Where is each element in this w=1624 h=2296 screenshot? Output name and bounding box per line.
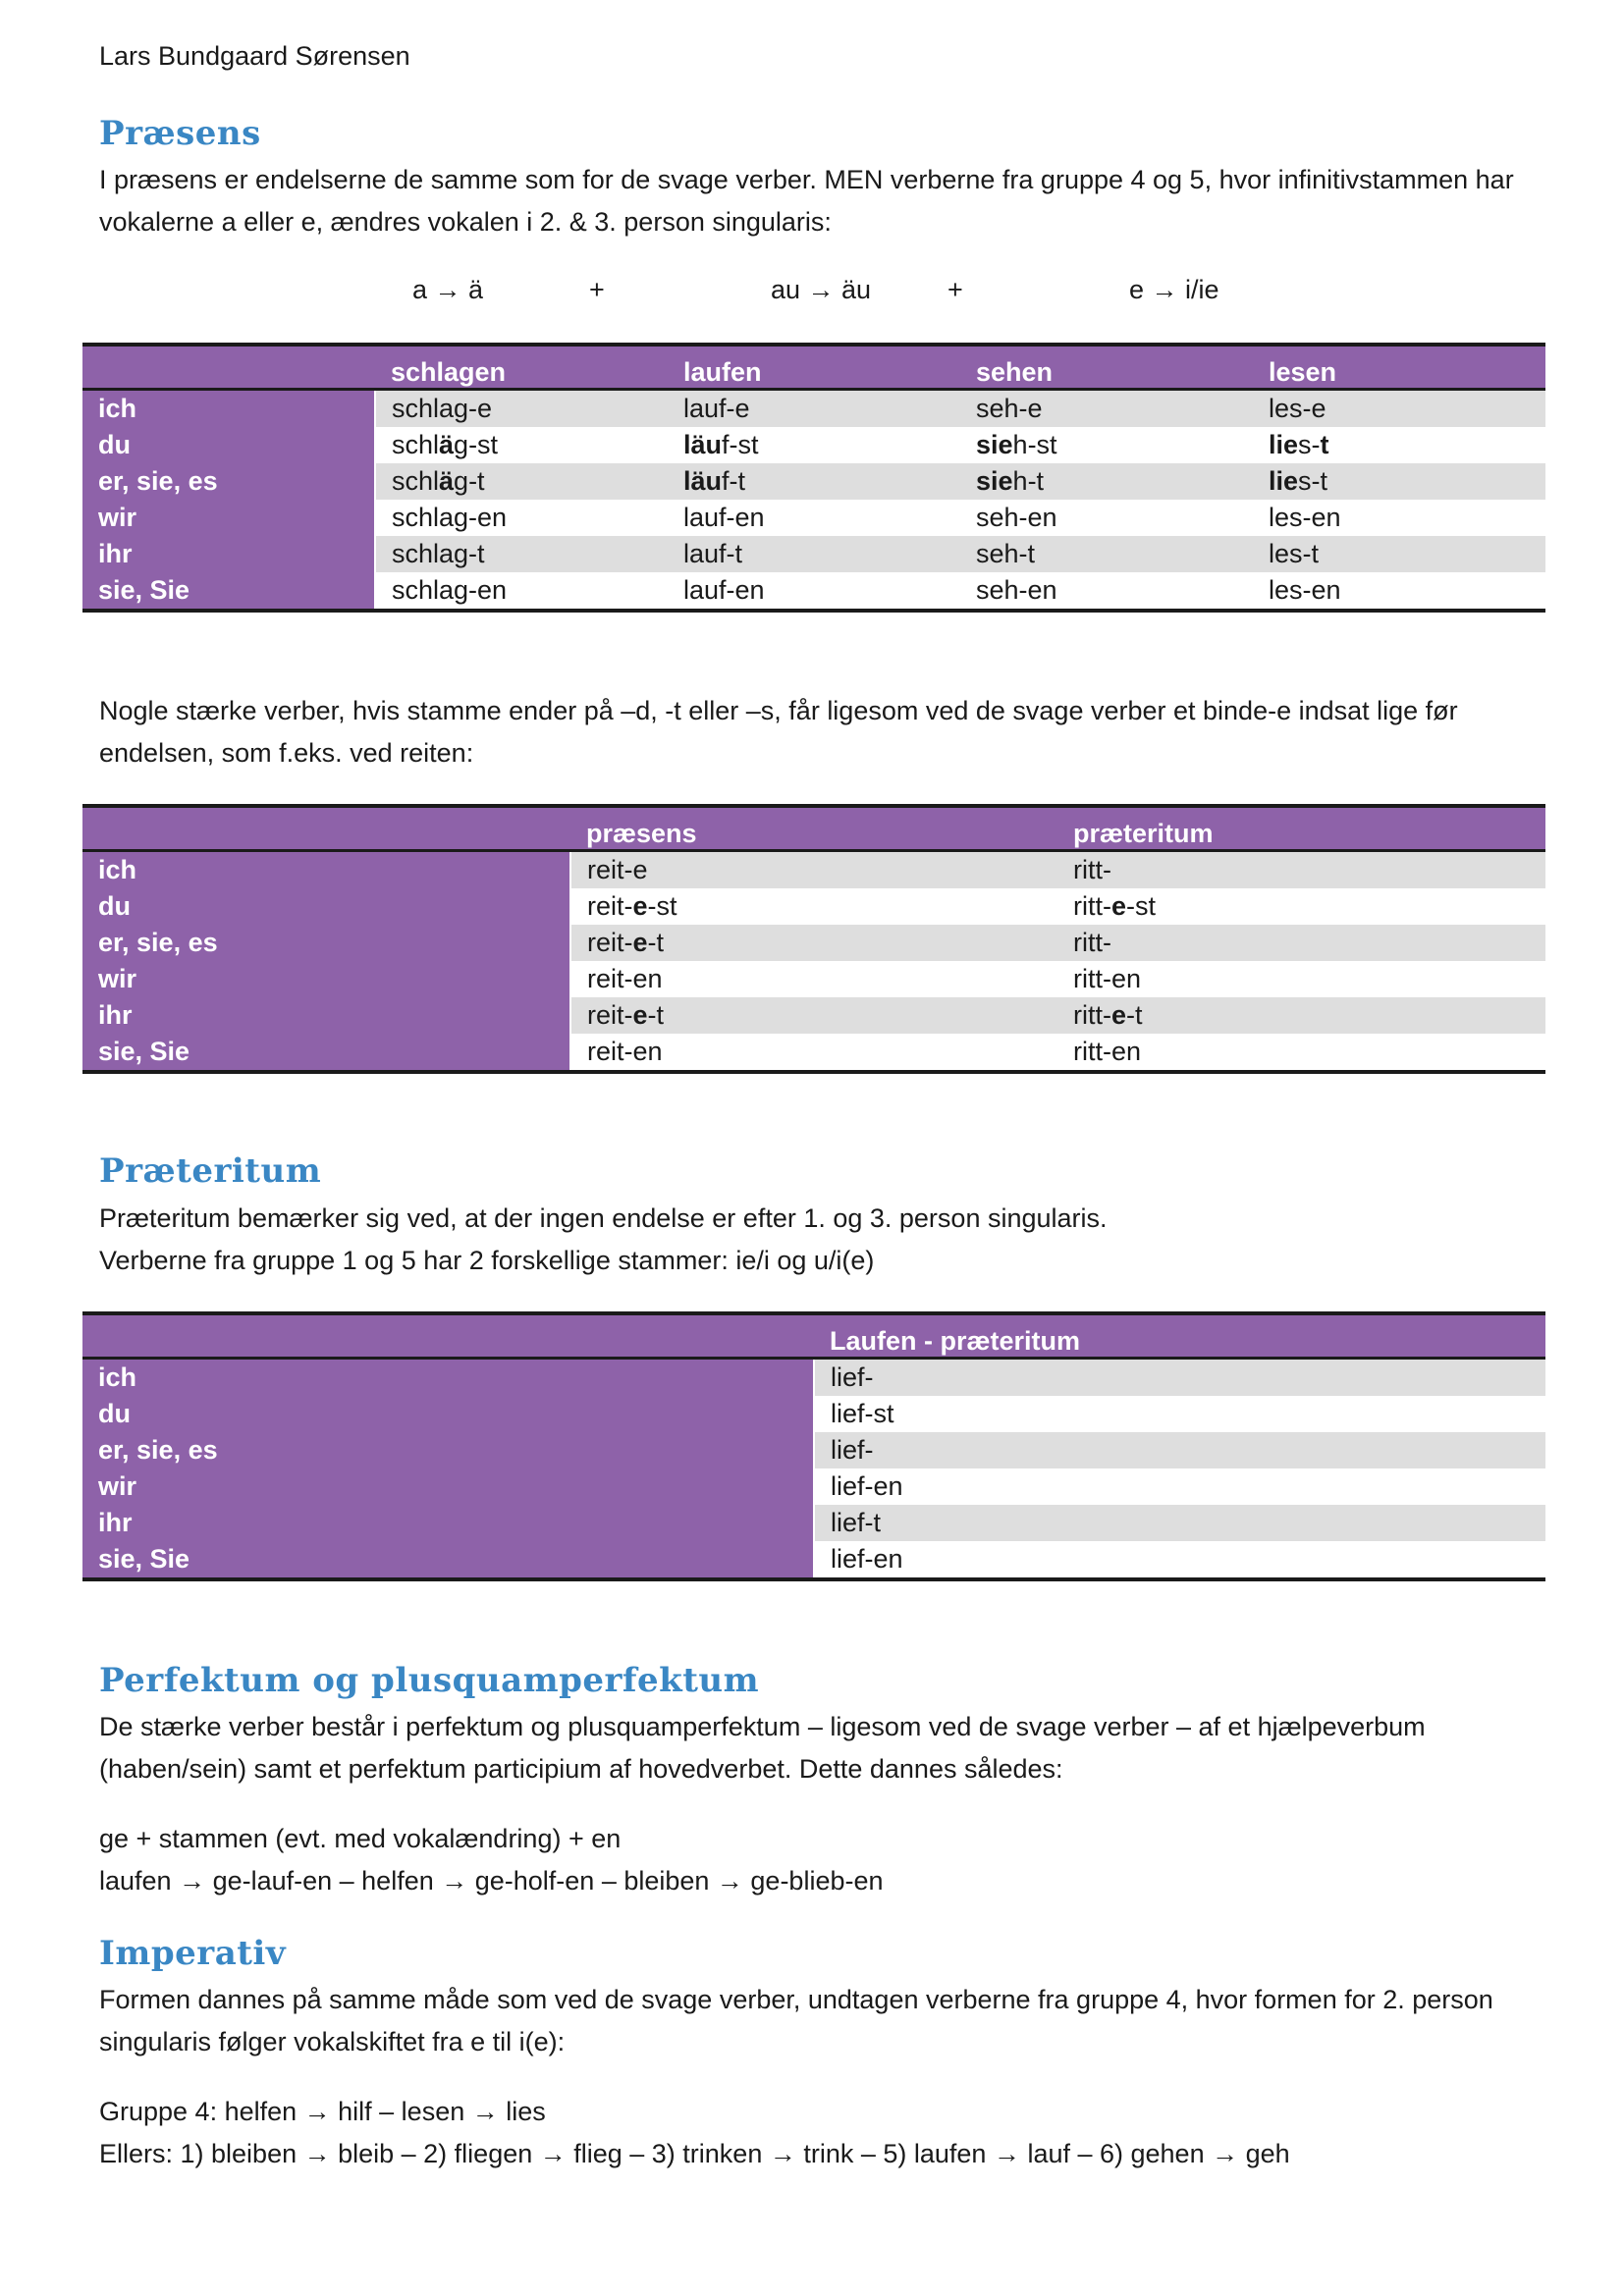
- table-row: [82, 390, 1545, 428]
- verb-form: seh-en: [960, 500, 1253, 536]
- verb-form: läuf-t: [668, 463, 960, 500]
- praeteritum-conjugation-table: [82, 1311, 1545, 1581]
- verb-form: lies-t: [1253, 427, 1545, 463]
- table-row: [82, 925, 1545, 961]
- person-pronoun: ihr: [82, 536, 375, 572]
- praeteritum-heading: Præteritum: [99, 1151, 322, 1191]
- person-pronoun: ich: [82, 390, 375, 428]
- imperativ-ellers: Ellers: 1) bleiben → bleib – 2) fliegen → flieg – 3) trinken → trink – 5) laufen → lauf – 6) gehen → geh: [99, 2139, 1290, 2168]
- column-header: [82, 345, 375, 390]
- table-row: [82, 961, 1545, 997]
- person-pronoun: du: [82, 888, 570, 925]
- verb-form: lief-st: [814, 1396, 1545, 1432]
- perfektum-intro: De stærke verber består i perfektum og plusquamperfektum – ligesom ved de svage verber – af et hjælpeverbum (haben/sein) samt et perfektum participium af hovedverbet. Dette dannes således:: [99, 1712, 1426, 1784]
- person-pronoun: sie, Sie: [82, 1541, 814, 1579]
- column-header: sehen: [960, 345, 1253, 390]
- rule-e: e → i/ie: [1129, 275, 1219, 304]
- column-header: Laufen - præteritum: [814, 1313, 1545, 1359]
- verb-form: lief-: [814, 1359, 1545, 1397]
- verb-form: ritt-e-st: [1057, 888, 1545, 925]
- verb-form: reit-e-t: [570, 925, 1057, 961]
- verb-form: schlag-en: [375, 572, 668, 611]
- verb-form: lies-t: [1253, 463, 1545, 500]
- imperativ-gruppe4: Gruppe 4: helfen → hilf – lesen → lies: [99, 2097, 546, 2126]
- column-header: lesen: [1253, 345, 1545, 390]
- verb-form: sieh-st: [960, 427, 1253, 463]
- verb-form: les-en: [1253, 500, 1545, 536]
- person-pronoun: ihr: [82, 1505, 814, 1541]
- verb-form: lief-en: [814, 1541, 1545, 1579]
- person-pronoun: er, sie, es: [82, 1432, 814, 1468]
- table-row: [82, 427, 1545, 463]
- verb-form: seh-en: [960, 572, 1253, 611]
- table-row: [82, 1541, 1545, 1579]
- person-pronoun: du: [82, 1396, 814, 1432]
- column-header: præsens: [570, 806, 1057, 851]
- verb-form: läuf-st: [668, 427, 960, 463]
- table-row: [82, 997, 1545, 1034]
- perfektum-formula: ge + stammen (evt. med vokalændring) + en: [99, 1824, 622, 1853]
- verb-form: les-e: [1253, 390, 1545, 428]
- table-row: [82, 888, 1545, 925]
- column-header: præteritum: [1057, 806, 1545, 851]
- verb-form: lief-en: [814, 1468, 1545, 1505]
- praesens-conjugation-table: [82, 343, 1545, 613]
- table-row: [82, 572, 1545, 611]
- person-pronoun: wir: [82, 500, 375, 536]
- verb-form: reit-en: [570, 961, 1057, 997]
- table-row: [82, 1359, 1545, 1397]
- table-header-row: [82, 806, 1545, 851]
- verb-form: reit-e: [570, 851, 1057, 889]
- table-header-row: [82, 1313, 1545, 1359]
- verb-form: schläg-t: [375, 463, 668, 500]
- praeteritum-line1: Præteritum bemærker sig ved, at der ingen endelse er efter 1. og 3. person singularis.: [99, 1203, 1108, 1233]
- column-header: [82, 806, 570, 851]
- reiten-conjugation-table: [82, 804, 1545, 1074]
- verb-form: schlag-t: [375, 536, 668, 572]
- verb-form: reit-e-st: [570, 888, 1057, 925]
- verb-form: les-t: [1253, 536, 1545, 572]
- rule-plus: +: [947, 275, 963, 304]
- person-pronoun: sie, Sie: [82, 1034, 570, 1072]
- rule-a: a → ä: [412, 275, 484, 304]
- reiten-intro: Nogle stærke verber, hvis stamme ender på –d, -t eller –s, får ligesom ved de svage verber et binde-e indsat lige før endelsen, som f.eks. ved reiten:: [99, 696, 1458, 768]
- verb-form: schläg-st: [375, 427, 668, 463]
- verb-form: ritt-: [1057, 925, 1545, 961]
- table-row: [82, 1468, 1545, 1505]
- person-pronoun: wir: [82, 1468, 814, 1505]
- praesens-intro: I præsens er endelserne de samme som for de svage verber. MEN verberne fra gruppe 4 og 5, hvor infinitivstammen har vokalerne a eller e, ændres vokalen i 2. & 3. person singularis:: [99, 165, 1514, 237]
- person-pronoun: er, sie, es: [82, 925, 570, 961]
- column-header: schlagen: [375, 345, 668, 390]
- column-header: [82, 1313, 814, 1359]
- table-row: [82, 536, 1545, 572]
- table-row: [82, 500, 1545, 536]
- verb-form: ritt-en: [1057, 961, 1545, 997]
- verb-form: seh-t: [960, 536, 1253, 572]
- verb-form: ritt-en: [1057, 1034, 1545, 1072]
- rule-plus: +: [589, 275, 605, 304]
- verb-form: lauf-en: [668, 500, 960, 536]
- person-pronoun: ich: [82, 1359, 814, 1397]
- person-pronoun: ihr: [82, 997, 570, 1034]
- verb-form: les-en: [1253, 572, 1545, 611]
- table-row: [82, 1396, 1545, 1432]
- verb-form: lauf-e: [668, 390, 960, 428]
- verb-form: ritt-: [1057, 851, 1545, 889]
- imperativ-heading: Imperativ: [99, 1934, 287, 1973]
- person-pronoun: ich: [82, 851, 570, 889]
- imperativ-intro: Formen dannes på samme måde som ved de svage verber, undtagen verberne fra gruppe 4, hvor formen for 2. person singularis følger vokalskiftet fra e til i(e):: [99, 1985, 1493, 2056]
- table-header-row: [82, 345, 1545, 390]
- verb-form: schlag-en: [375, 500, 668, 536]
- verb-form: ritt-e-t: [1057, 997, 1545, 1034]
- praesens-heading: Præsens: [99, 114, 261, 153]
- verb-form: lief-t: [814, 1505, 1545, 1541]
- person-pronoun: sie, Sie: [82, 572, 375, 611]
- person-pronoun: wir: [82, 961, 570, 997]
- verb-form: sieh-t: [960, 463, 1253, 500]
- table-row: [82, 1034, 1545, 1072]
- verb-form: lief-: [814, 1432, 1545, 1468]
- person-pronoun: er, sie, es: [82, 463, 375, 500]
- verb-form: reit-e-t: [570, 997, 1057, 1034]
- rule-au: au → äu: [771, 275, 872, 304]
- perfektum-heading: Perfektum og plusquamperfektum: [99, 1661, 760, 1700]
- verb-form: lauf-en: [668, 572, 960, 611]
- vowel-change-rules: [0, 275, 1624, 310]
- verb-form: reit-en: [570, 1034, 1057, 1072]
- column-header: laufen: [668, 345, 960, 390]
- verb-form: seh-e: [960, 390, 1253, 428]
- praeteritum-line2: Verberne fra gruppe 1 og 5 har 2 forskellige stammer: ie/i og u/i(e): [99, 1246, 875, 1275]
- table-row: [82, 851, 1545, 889]
- table-row: [82, 463, 1545, 500]
- person-pronoun: du: [82, 427, 375, 463]
- verb-form: schlag-e: [375, 390, 668, 428]
- perfektum-examples: laufen → ge-lauf-en – helfen → ge-holf-en – bleiben → ge-blieb-en: [99, 1866, 884, 1896]
- author-name: Lars Bundgaard Sørensen: [99, 41, 410, 71]
- table-row: [82, 1505, 1545, 1541]
- table-row: [82, 1432, 1545, 1468]
- verb-form: lauf-t: [668, 536, 960, 572]
